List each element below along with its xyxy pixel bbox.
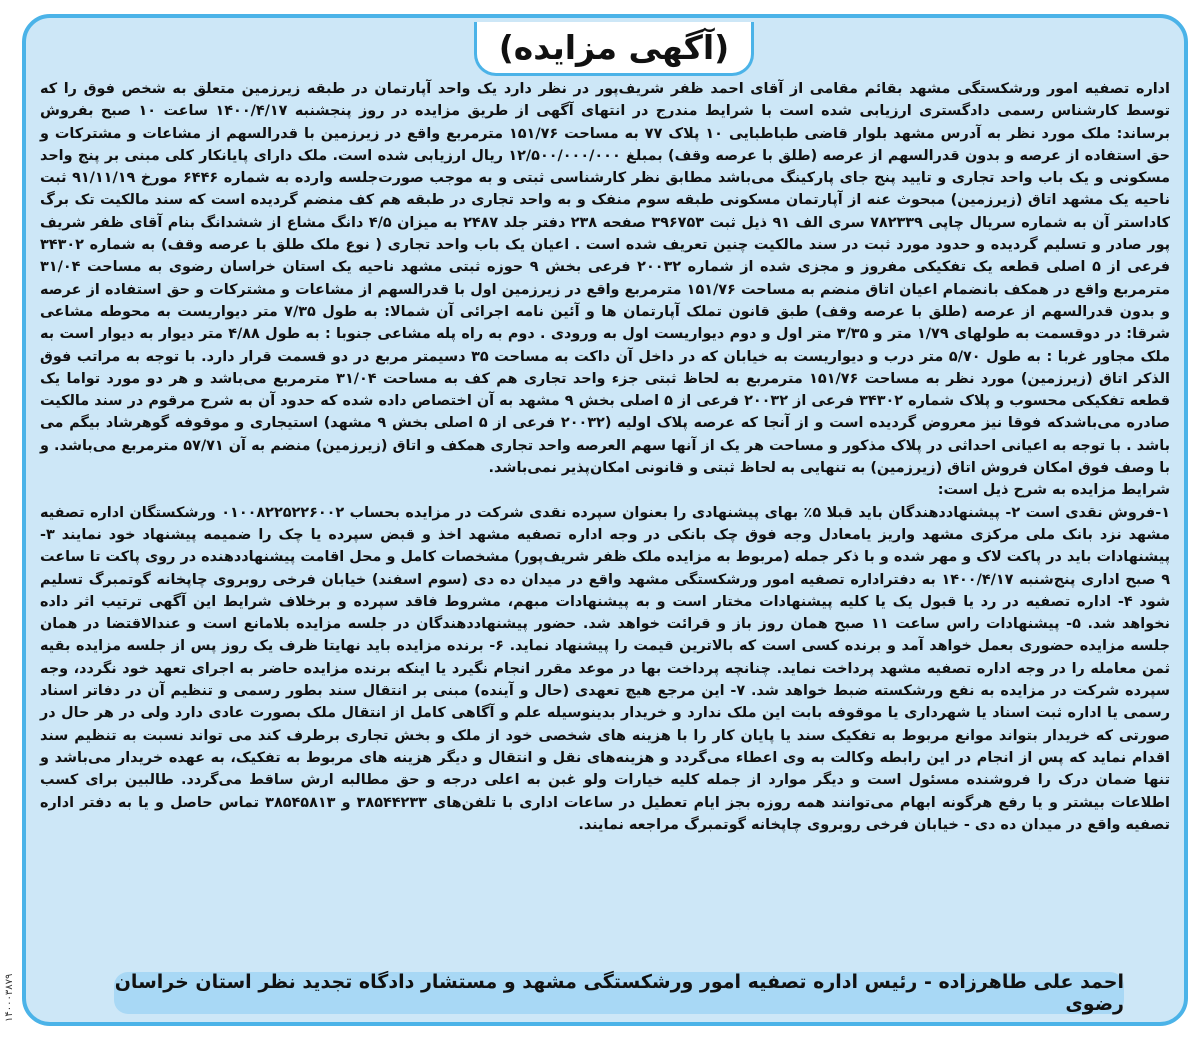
notice-paragraph-conditions: ۱-فروش نقدی است ۲- پیشنهاددهندگان باید قبلا ۵٪ بهای پیشنهادی را بعنوان سپرده نقدی شرکت در مزایده بحساب ۰۱۰۰۸۲۲۵۲۲۶۰۰۲ ورشکستگان اداره تصفیه مشهد نزد بانک ملی مرکزی مشهد واریز یامعادل وجه فوق چک بانکی در وجه اداره تصفیه مشهد اخذ و قبض سپرده یا چک را ضمیمه پیشنهاد خود نمایند ۳- پیشنهادات باید در پاکت لاک و مهر شده و با ذکر جمله (مربوط به مزایده ملک ظفر شریف‌پور) مشخصات کامل و محل اقامت پیشنهاددهنده در روی پاکت تا ساعت ۹ صبح اداری پنج‌شنبه ۱۴۰۰/۴/۱۷ به دفتراداره تصفیه امور ورشکستگی مشهد واقع در میدان ده دی (سوم اسفند) خیابان فرخی روبروی چاپخانه گوتمبرگ تسلیم شود ۴- اداره تصفیه در رد یا قبول یک یا کلیه پیشنهادات مختار است و به پیشنهادات مبهم، مشروط فاقد سپرده و برخلاف شرایط این آگهی ترتیب اثر داده نخواهد شد. ۵- پیشنهادات راس ساعت ۱۱ صبح همان روز باز و قرائت خواهد شد. حضور پیشنهاددهندگان در جلسه مزایده بلامانع است و عندالاقتضا در همان جلسه مزایده حضوری بعمل خواهد آمد و برنده کسی است که بالاترین قیمت را پیشنهاد نماید. ۶- برنده مزایده باید نهایتا ظرف یک روز پس از جلسه مزایده بقیه ثمن معامله را در وجه اداره تصفیه مشهد پرداخت نماید. چنانچه پرداخت بها در موعد مقرر انجام نگیرد یا اینکه برنده مزایده حاضر به اجرای تعهد خود نگردد، وجه سپرده شرکت در مزایده به نفع ورشکسته ضبط خواهد شد. ۷- این مرجع هیچ تعهدی (حال و آینده) مبنی بر انتقال سند بطور رسمی و تنظیم آن در دفاتر اسناد رسمی یا اداره ثبت اسناد یا شهرداری یا موقوفه بابت این ملک ندارد و خریدار بدینوسیله علم و آگاهی کامل از انتقال ملک بصورت عادی دارد ولی در هر حال در صورتی که خریدار بتواند موانع مربوط به تفکیک سند یا پایان کار را با هزینه های شخصی خود از ملک و بخش تجاری برطرف کند می تواند نسبت به تنظیم سند اقدام نماید که پس از انجام در این رابطه وکالت به وی اعطاء می‌گردد و هزینه‌های نقل و انتقال و دیگر هزینه های مربوط به تفکیک، به عهده خریدار می‌باشد و تنها ضمان درک را فروشنده مسئول است و دیگر موارد از جمله کلیه خیارات ولو غبن به اعلی درجه و حق مطالبه ارش ساقط می‌گردد. طالبین برای کسب اطلاعات بیشتر و یا رفع هرگونه ابهام می‌توانند همه روزه بجز ایام تعطیل در ساعات اداری با تلفن‌های ۳۸۵۴۴۲۳۳ و ۳۸۵۴۵۸۱۳ تماس حاصل و یا به دفتر اداره تصفیه واقع در میدان ده دی - خیابان فرخی روبروی چاپخانه گوتمبرگ مراجعه نمایند. [40,504,1171,833]
title-box [474,22,754,76]
notice-conditions-heading: شرایط مزایده به شرح ذیل است: [937,482,1170,499]
notice-body [40,78,1170,836]
notice-frame [22,14,1188,1026]
notice-paragraph-description: اداره تصفیه امور ورشکستگی مشهد بقائم مقامی از آقای احمد ظفر شریف‌پور در نظر دارد یک واحد آپارتمان در طبقه زیرزمین متعلق به شخص فوق را که توسط کارشناس رسمی دادگستری ارزیابی شده است با شرایط مندرج در انتهای آگهی از طریق مزایده در روز پنجشنبه ۱۴۰۰/۴/۱۷ ساعت ۱۰ صبح بفروش برساند: ملک مورد نظر به آدرس مشهد بلوار قاضی طباطبایی ۱۰ پلاک ۷۷ به مساحت ۱۵۱/۷۶ مترمربع واقع در زیرزمین با قدرالسهم از مشاعات و مشترکات و حق استفاده از عرصه و بدون قدرالسهم از عرصه (طلق با عرصه وقف) بمبلغ ۱۲/۵۰۰/۰۰۰/۰۰۰ ریال ارزیابی شده است. ملک دارای پایانکار کلی مبنی بر پنج واحد مسکونی و یک باب واحد تجاری و تایید پنج جای پارکینگ می‌باشد مطابق نظر کارشناسی ثبتی و به موجب صورت‌جلسه وارده به شماره ۶۴۴۶ مورخ ۹۱/۱۱/۱۹ ثبت ناحیه یک مشهد اتاق (زیرزمین) مبحوث عنه از آپارتمان مسکونی طبقه سوم منفک و به واحد تجاری در طبقه هم کف منضم گردیده است که سند مالکیت تک برگ کاداستر آن به شماره سریال چاپی ۷۸۲۳۳۹ سری الف ۹۱ ذیل ثبت ۳۹۶۷۵۳ صفحه ۲۳۸ دفتر جلد ۲۴۸۷ به میزان ۴/۵ دانگ مشاع از ششدانگ بنام آقای ظفر شریف پور صادر و تسلیم گردیده و حدود مورد ثبت در سند مالکیت چنین تعریف شده است . اعیان یک باب واحد تجاری ( نوع ملک طلق با عرصه وقف) به شماره ۳۴۳۰۲ فرعی از ۵ اصلی قطعه یک تفکیکی مفروز و مجزی شده از شماره ۲۰۰۳۲ فرعی بخش ۹ حوزه ثبتی مشهد ناحیه یک استان خراسان رضوی به مساحت ۳۱/۰۴ مترمربع واقع در همکف بانضمام اعیان اتاق منضم به مساحت ۱۵۱/۷۶ مترمربع واقع در زیرزمین اول با قدرالسهم از مشاعات و مشترکات و حق استفاده از عرصه و بدون قدرالسهم از عرصه (طلق با عرصه وقف) طبق قانون تملک آپارتمان ها و آئین نامه اجرائی آن شمالا: به طول ۷/۳۵ متر دیواریست به محوطه مشاعی شرقا: در دوقسمت به طولهای ۱/۷۹ متر و ۳/۳۵ متر اول و دوم دیواریست اول به ورودی . دوم به راه پله مشاعی جنوبا : به طول ۴/۸۸ متر دیوار به دیوار است به ملک مجاور غربا : به طول ۵/۷۰ متر درب و دیواریست به خیابان که در داخل آن داکت به مساحت ۳۵ دسیمتر مربع در دو قسمت قرار دارد. با توجه به مراتب فوق الذکر اتاق (زیرزمین) مورد نظر به مساحت ۱۵۱/۷۶ مترمربع به لحاظ ثبتی جزء واحد تجاری هم کف به مساحت ۳۱/۰۴ مترمربع می‌باشد و هر دو مورد تواما یک قطعه تفکیکی محسوب و پلاک شماره ۳۴۳۰۲ فرعی از ۲۰۰۳۲ فرعی از ۵ اصلی بخش ۹ مشهد به آن اختصاص داده شده که حدود آن به شرح مرقوم در سند مالکیت صادره می‌باشدکه فوقا نیز معروض گردیده است و از آنجا که عرصه پلاک اولیه (۲۰۰۳۲ فرعی از ۵ اصلی بخش ۹ مشهد) استیجاری و موقوفه گوهرشاد بیگم می باشد . با توجه به اعیانی احداثی در پلاک مذکور و مساحت هر یک از آنها سهم العرصه واحد تجاری همکف و اتاق (زیرزمین) منضم به آن ۵۷/۷۱ مترمربع می‌باشد. و با وصف فوق امکان فروش اتاق (زیرزمین) به تنهایی به لحاظ ثبتی و قانونی امکان‌پذیر نمی‌باشد. [40,81,1171,477]
signature-text: احمد علی طاهرزاده - رئیس اداره تصفیه امور ورشکستگی مشهد و مستشار دادگاه تجدید نظر استان خراسان رضوی [114,971,1124,1015]
side-code: ۱۴۰۰۰۳۸۷۹ [4,973,15,1022]
signature-band [114,972,1124,1014]
notice-title: (آگهی مزایده) [498,28,730,67]
